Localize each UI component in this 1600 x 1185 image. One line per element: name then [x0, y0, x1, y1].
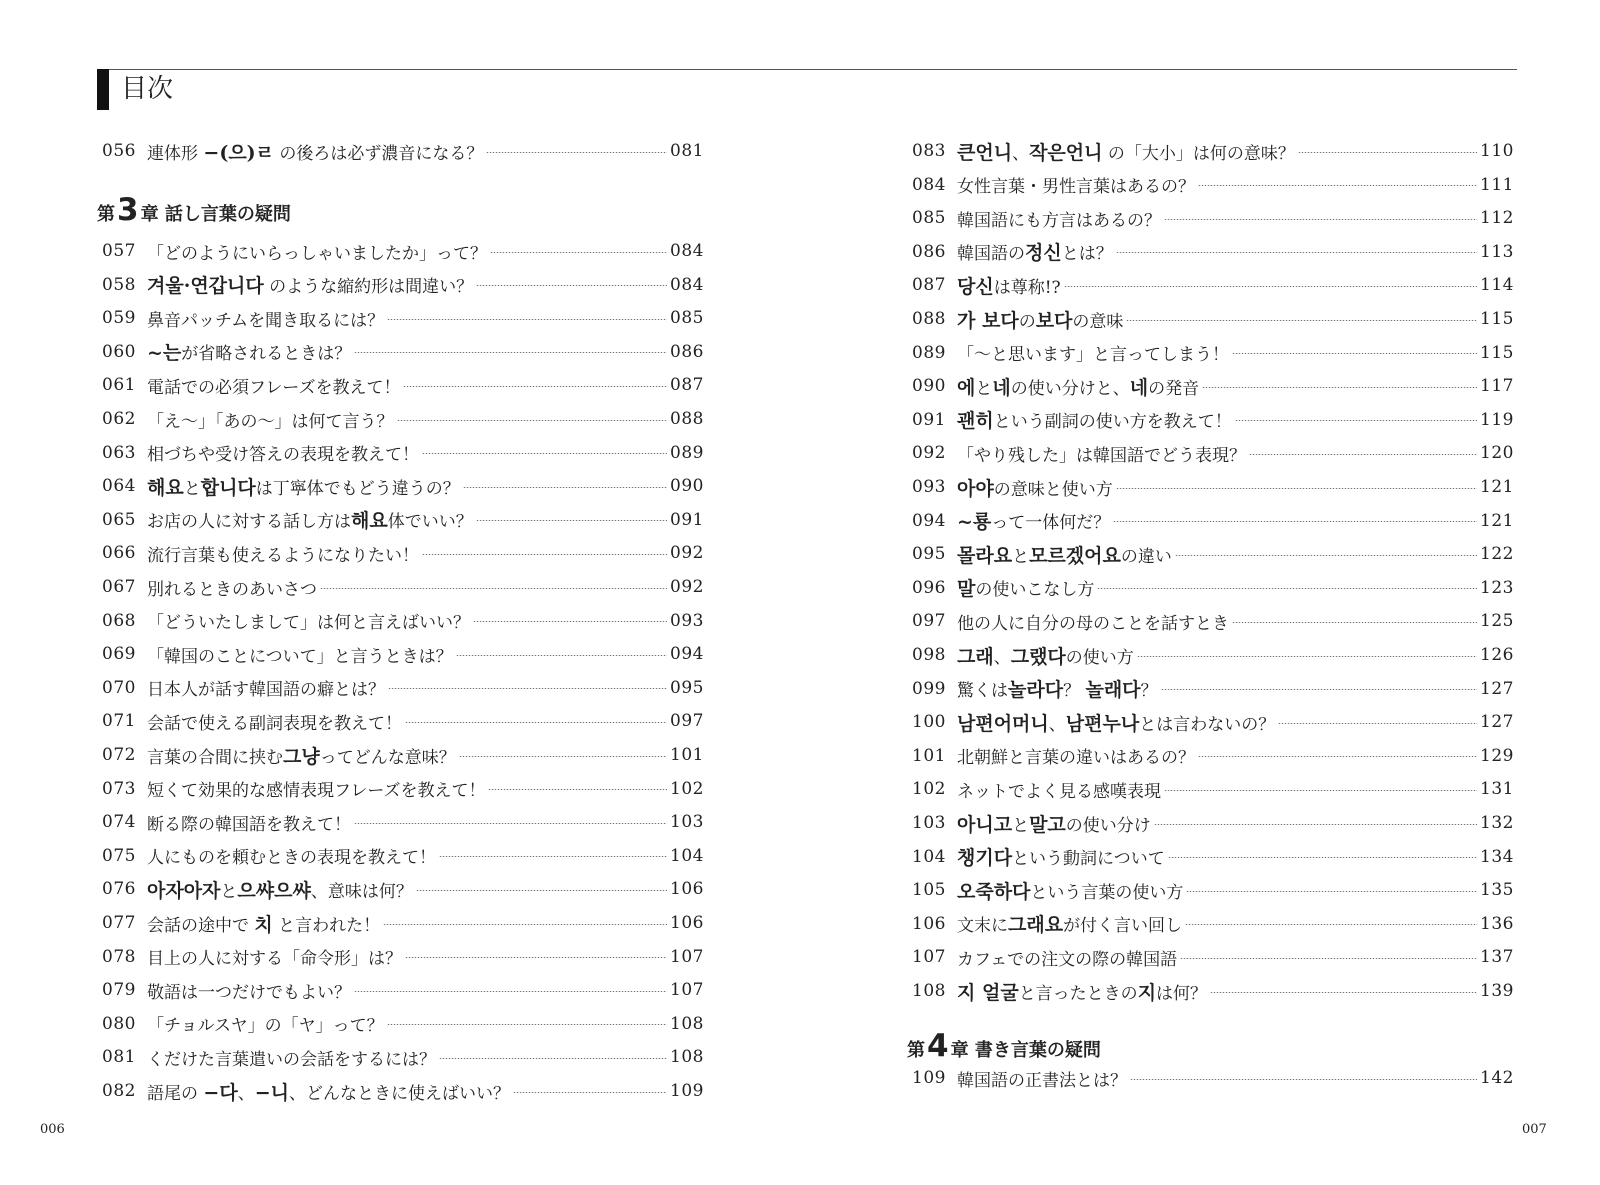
entry-number: 056	[102, 141, 136, 161]
chapter-title: 章 話し言葉の疑問	[140, 204, 291, 225]
toc-entry[interactable]	[102, 370, 704, 400]
entry-number: 078	[102, 946, 136, 967]
toc-entry[interactable]	[912, 237, 1514, 267]
toc-entry[interactable]	[102, 606, 704, 636]
dot-leader	[1161, 689, 1478, 690]
dot-leader	[397, 420, 668, 421]
dot-leader	[320, 588, 667, 589]
entry-number: 102	[912, 779, 946, 800]
entry-number: 072	[102, 745, 136, 765]
entry-number: 093	[912, 477, 946, 497]
entry-page-number: 125	[1480, 611, 1514, 632]
entry-page-number: 095	[670, 677, 704, 698]
entry-page-number: 131	[1480, 779, 1514, 800]
entry-number: 109	[912, 1068, 946, 1088]
entry-title: 챙기다という動詞について	[957, 847, 1165, 870]
entry-page-number: 108	[670, 1047, 704, 1068]
entry-title: 日本人が話す韓国語の癖とは？	[147, 680, 385, 701]
toc-entry[interactable]	[912, 338, 1514, 368]
dot-leader	[1113, 521, 1477, 522]
entry-title: 相づちや受け答えの表現を教えて！	[147, 445, 419, 466]
entry-number: 076	[102, 879, 136, 900]
entry-title: 言葉の合間に挟む그냥ってどんな意味？	[147, 745, 456, 768]
toc-entry[interactable]	[912, 170, 1514, 200]
chapter-title: 章 書き言葉の疑問	[950, 1040, 1101, 1061]
entry-number: 098	[912, 645, 946, 665]
entry-page-number: 115	[1480, 342, 1514, 363]
toc-entry[interactable]	[912, 606, 1514, 636]
toc-entry[interactable]	[912, 136, 1514, 166]
toc-entry[interactable]	[102, 942, 704, 972]
entry-number: 088	[912, 309, 946, 329]
dot-leader	[1235, 420, 1477, 421]
toc-entry[interactable]	[102, 572, 704, 602]
entry-title: 몰라요と모르겠어요の違い	[957, 544, 1172, 567]
dot-leader	[473, 621, 667, 622]
chapter-4-heading	[907, 1028, 1101, 1064]
entry-number: 107	[912, 947, 946, 968]
toc-entry[interactable]	[102, 673, 704, 703]
entry-number: 057	[102, 241, 136, 261]
entry-page-number: 126	[1480, 645, 1514, 665]
entry-page-number: 120	[1480, 443, 1514, 464]
dot-leader	[1232, 622, 1477, 623]
entry-number: 063	[102, 442, 136, 463]
entry-title: 韓国語の正書法とは？	[957, 1070, 1127, 1091]
dot-leader	[439, 1058, 667, 1059]
entry-title: 당신は尊称!?	[957, 275, 1061, 298]
entry-title: 語尾の −다、−니、どんなときに使えばいい？	[147, 1081, 510, 1104]
chapter-prefix: 第	[907, 1040, 925, 1061]
dot-leader	[1175, 555, 1477, 556]
entry-title: 目上の人に対する「命令形」は？	[147, 949, 402, 970]
entry-number: 071	[102, 711, 136, 732]
toc-entry[interactable]	[912, 741, 1514, 771]
toc-entry[interactable]	[102, 706, 704, 736]
entry-page-number: 106	[670, 879, 704, 900]
entry-page-number: 089	[670, 442, 704, 463]
dot-leader	[476, 285, 667, 286]
dot-leader	[1164, 790, 1477, 791]
dot-leader	[1198, 185, 1477, 186]
dot-leader	[1097, 588, 1477, 589]
toc-entry[interactable]	[912, 909, 1514, 939]
entry-page-number: 088	[670, 409, 704, 429]
dot-leader	[422, 554, 667, 555]
dot-leader	[486, 152, 667, 153]
toc-entry[interactable]	[102, 236, 704, 266]
entry-number: 091	[912, 409, 946, 430]
entry-title: 会話で使える副詞表現を教えて！	[147, 713, 402, 734]
entry-page-number: 114	[1480, 275, 1514, 296]
entry-number: 103	[912, 813, 946, 833]
entry-number: 068	[102, 610, 136, 631]
dot-leader	[383, 924, 667, 925]
entry-page-number: 122	[1480, 544, 1514, 565]
dot-leader	[1202, 387, 1477, 388]
entry-page-number: 134	[1480, 846, 1514, 867]
toc-entry[interactable]	[102, 136, 704, 166]
entry-title: 그래、그랬다の使い方	[957, 645, 1134, 668]
entry-number: 106	[912, 913, 946, 934]
chapter-number: 4	[927, 1028, 949, 1064]
entry-title: くだけた言葉遣いの会話をするには？	[147, 1049, 436, 1070]
entry-page-number: 086	[670, 341, 704, 362]
entry-title: 文末に그래요が付く言い回し	[957, 914, 1183, 937]
entry-page-number: 112	[1480, 208, 1514, 229]
entry-page-number: 139	[1480, 981, 1514, 1001]
entry-number: 081	[102, 1047, 136, 1068]
toc-entry[interactable]	[912, 405, 1514, 435]
dot-leader	[387, 1024, 667, 1025]
entry-title: ネットでよく見る感嘆表現	[957, 781, 1161, 802]
dot-leader	[1278, 723, 1477, 724]
dot-leader	[354, 823, 667, 824]
entry-title: 말の使いこなし方	[957, 578, 1095, 601]
entry-number: 079	[102, 980, 136, 1001]
toc-entry[interactable]	[912, 270, 1514, 300]
toc-entry[interactable]	[912, 875, 1514, 905]
entry-title: 敬語は一つだけでもよい？	[147, 982, 351, 1003]
entry-page-number: 115	[1480, 309, 1514, 329]
toc-entry[interactable]	[912, 808, 1514, 838]
entry-title: 短くて効果的な感情表現フレーズを教えて！	[147, 781, 486, 802]
toc-entry[interactable]	[102, 538, 704, 568]
dot-leader	[439, 856, 667, 857]
entry-number: 094	[912, 510, 946, 531]
toc-entry[interactable]	[912, 942, 1514, 972]
entry-page-number: 121	[1480, 510, 1514, 531]
entry-title: 남편어머니、남편누나とは言わないの？	[957, 712, 1276, 735]
dot-leader	[1164, 219, 1477, 220]
entry-number: 097	[912, 611, 946, 632]
dot-leader	[1130, 1079, 1477, 1080]
folio-right: 007	[1522, 1122, 1547, 1137]
toc-entry[interactable]	[912, 1063, 1514, 1093]
toc-entry[interactable]	[912, 506, 1514, 536]
entry-title: 「え～」「あの～」は何て言う？	[147, 411, 394, 432]
entry-title: 別れるときのあいさつ	[147, 579, 317, 600]
entry-number: 104	[912, 846, 946, 867]
entry-page-number: 104	[670, 845, 704, 866]
toc-entry[interactable]	[102, 404, 704, 434]
entry-page-number: 132	[1480, 813, 1514, 833]
toc-entry[interactable]	[102, 303, 704, 333]
toc-entry[interactable]	[102, 471, 704, 501]
chapter-3-heading	[97, 192, 291, 228]
entry-title: 오죽하다という言葉の使い方	[957, 880, 1184, 903]
dot-leader	[1168, 857, 1477, 858]
toc-entry[interactable]	[102, 740, 704, 770]
entry-number: 069	[102, 644, 136, 665]
entry-title: 連体形 −(으)ㄹ の後ろは必ず濃音になる？	[147, 141, 484, 164]
entry-page-number: 108	[670, 1013, 704, 1034]
entry-page-number: 102	[670, 778, 704, 799]
dot-leader	[422, 453, 667, 454]
entry-title: 鼻音パッチムを聞き取るには？	[147, 310, 385, 331]
dot-leader	[1249, 454, 1477, 455]
entry-title: 해요と합니다は丁寧体でもどう違うの？	[147, 476, 460, 499]
dot-leader	[354, 352, 667, 353]
entry-page-number: 127	[1480, 712, 1514, 733]
chapter-prefix: 第	[97, 204, 115, 225]
entry-title: ~는が省略されるときは？	[147, 342, 352, 365]
toc-entry[interactable]	[102, 438, 704, 468]
toc-entry[interactable]	[912, 707, 1514, 737]
toc-entry[interactable]	[102, 841, 704, 871]
folio-left: 006	[40, 1122, 65, 1137]
dot-leader	[403, 386, 667, 387]
entry-number: 089	[912, 342, 946, 363]
toc-entry[interactable]	[912, 573, 1514, 603]
entry-number: 058	[102, 274, 136, 295]
entry-page-number: 087	[670, 375, 704, 396]
dot-leader	[1064, 286, 1477, 287]
dot-leader	[1298, 152, 1477, 153]
entry-number: 062	[102, 409, 136, 429]
entry-number: 105	[912, 880, 946, 901]
entry-title: 「どのようにいらっしゃいましたか」って？	[147, 243, 487, 264]
entry-number: 067	[102, 577, 136, 597]
entry-page-number: 106	[670, 913, 704, 933]
entry-title: 女性言葉・男性言葉はあるの？	[957, 177, 1195, 198]
entry-number: 087	[912, 275, 946, 296]
entry-page-number: 111	[1480, 174, 1514, 195]
entry-title: 「韓国のことについて」と言うときは？	[147, 646, 453, 667]
dot-leader	[1198, 756, 1477, 757]
entry-number: 066	[102, 543, 136, 564]
entry-page-number: 135	[1480, 880, 1514, 901]
dot-leader	[1116, 252, 1477, 253]
entry-number: 084	[912, 174, 946, 195]
entry-title: 韓国語の정신とは？	[957, 242, 1113, 265]
entry-page-number: 090	[670, 476, 704, 497]
entry-number: 059	[102, 308, 136, 329]
entry-title: 「～と思います」と言ってしまう！	[957, 345, 1229, 366]
entry-number: 070	[102, 677, 136, 698]
entry-title: 아니고と말고の使い分け	[957, 813, 1151, 836]
toc-entry[interactable]	[102, 270, 704, 300]
entry-page-number: 113	[1480, 241, 1514, 262]
dot-leader	[490, 252, 667, 253]
entry-title: 아자아자と으쌰으쌰、意味は何？	[147, 879, 413, 902]
dot-leader	[1116, 488, 1477, 489]
entry-page-number: 101	[670, 745, 704, 765]
toc-entry[interactable]	[102, 874, 704, 904]
toc-entry[interactable]	[912, 472, 1514, 502]
toc-entry[interactable]	[102, 337, 704, 367]
entry-page-number: 129	[1480, 745, 1514, 766]
entry-title: 韓国語にも方言はあるの？	[957, 210, 1161, 231]
entry-page-number: 081	[670, 141, 704, 161]
entry-title: 会話の途中で 치 と言われた！	[147, 913, 381, 936]
toc-entry[interactable]	[912, 203, 1514, 233]
entry-number: 095	[912, 544, 946, 565]
toc-entry[interactable]	[912, 674, 1514, 704]
entry-title: 에と네の使い分けと、네の発音	[957, 376, 1200, 399]
toc-entry[interactable]	[102, 975, 704, 1005]
entry-title: 北朝鮮と言葉の違いはあるの？	[957, 748, 1195, 769]
dot-leader	[1126, 320, 1477, 321]
entry-page-number: 107	[670, 980, 704, 1001]
entry-page-number: 121	[1480, 477, 1514, 497]
entry-page-number: 110	[1480, 141, 1514, 161]
entry-page-number: 084	[670, 241, 704, 261]
toc-entry[interactable]	[912, 539, 1514, 569]
toc-entry[interactable]	[102, 1042, 704, 1072]
dot-leader	[387, 319, 667, 320]
toc-entry[interactable]	[912, 438, 1514, 468]
entry-number: 108	[912, 981, 946, 1001]
entry-number: 083	[912, 141, 946, 161]
top-rule	[97, 69, 1517, 70]
entry-number: 099	[912, 678, 946, 699]
toc-entry[interactable]	[912, 371, 1514, 401]
toc-entry[interactable]	[912, 304, 1514, 334]
entry-title: 流行言葉も使えるようになりたい！	[147, 545, 419, 566]
entry-page-number: 092	[670, 543, 704, 564]
entry-page-number: 092	[670, 577, 704, 597]
title-bar-accent	[97, 69, 109, 110]
entry-page-number: 097	[670, 711, 704, 732]
entry-number: 082	[102, 1081, 136, 1101]
entry-title: 괜히という副詞の使い方を教えて！	[957, 410, 1232, 433]
dot-leader	[1232, 353, 1477, 354]
entry-title: お店の人に対する話し方は해요体でいい？	[147, 510, 473, 533]
dot-leader	[488, 789, 667, 790]
entry-page-number: 094	[670, 644, 704, 665]
toc-entry[interactable]	[912, 842, 1514, 872]
toc-entry[interactable]	[102, 639, 704, 669]
dot-leader	[1210, 992, 1477, 993]
dot-leader	[1180, 958, 1477, 959]
entry-number: 061	[102, 375, 136, 396]
entry-number: 074	[102, 812, 136, 833]
entry-number: 101	[912, 745, 946, 766]
dot-leader	[1186, 891, 1477, 892]
entry-number: 086	[912, 241, 946, 262]
entry-number: 080	[102, 1013, 136, 1034]
dot-leader	[1137, 656, 1477, 657]
toc-entry[interactable]	[912, 640, 1514, 670]
dot-leader	[416, 890, 667, 891]
entry-number: 060	[102, 341, 136, 362]
toc-entry[interactable]	[102, 908, 704, 938]
page-title: 目次	[121, 74, 174, 104]
entry-number: 075	[102, 845, 136, 866]
entry-title: 「チョルスヤ」の「ヤ」って？	[147, 1016, 384, 1037]
dot-leader	[388, 688, 667, 689]
entry-page-number: 117	[1480, 376, 1514, 397]
dot-leader	[354, 991, 667, 992]
entry-title: ~룡って一体何だ？	[957, 511, 1111, 534]
dot-leader	[405, 722, 667, 723]
entry-number: 085	[912, 208, 946, 229]
entry-title: カフェでの注文の際の韓国語	[957, 949, 1178, 970]
entry-number: 065	[102, 509, 136, 530]
entry-page-number: 109	[670, 1081, 704, 1101]
toc-entry[interactable]	[102, 807, 704, 837]
entry-title: 電話での必須フレーズを教えて！	[147, 377, 401, 398]
dot-leader	[1185, 924, 1477, 925]
entry-page-number: 137	[1480, 947, 1514, 968]
entry-number: 077	[102, 913, 136, 933]
toc-entry[interactable]	[912, 976, 1514, 1006]
entry-title: 「やり残した」は韓国語でどう表現？	[957, 445, 1246, 466]
entry-title: 驚くは놀라다？ 놀래다？	[957, 679, 1158, 702]
toc-entry[interactable]	[912, 774, 1514, 804]
entry-number: 100	[912, 712, 946, 733]
entry-number: 073	[102, 778, 136, 799]
dot-leader	[1154, 824, 1477, 825]
dot-leader	[456, 655, 667, 656]
entry-title: 人にものを頼むときの表現を教えて！	[147, 848, 436, 869]
entry-number: 064	[102, 476, 136, 497]
entry-page-number: 091	[670, 509, 704, 530]
toc-entry[interactable]	[102, 1076, 704, 1106]
dot-leader	[513, 1092, 667, 1093]
entry-page-number: 123	[1480, 577, 1514, 598]
toc-entry[interactable]	[102, 774, 704, 804]
entry-title: 큰언니、작은언니 の「大小」は何の意味？	[957, 141, 1295, 164]
toc-entry[interactable]	[102, 1009, 704, 1039]
entry-page-number: 103	[670, 812, 704, 833]
dot-leader	[463, 487, 667, 488]
entry-title: 断る際の韓国語を教えて！	[147, 814, 351, 835]
entry-page-number: 093	[670, 610, 704, 631]
entry-number: 096	[912, 577, 946, 598]
entry-page-number: 127	[1480, 678, 1514, 699]
entry-title: 겨울·연갑니다 のような縮約形は間違い？	[147, 275, 474, 298]
entry-number: 092	[912, 443, 946, 464]
entry-title: 지 얼굴と言ったときの지は何？	[957, 981, 1208, 1004]
chapter-number: 3	[117, 192, 139, 228]
entry-title: 아야の意味と使い方	[957, 477, 1113, 500]
entry-number: 090	[912, 376, 946, 397]
entry-page-number: 136	[1480, 913, 1514, 934]
entry-page-number: 142	[1480, 1068, 1514, 1088]
dot-leader	[405, 957, 667, 958]
entry-page-number: 085	[670, 308, 704, 329]
dot-leader	[459, 756, 667, 757]
entry-title: 가 보다の보다の意味	[957, 309, 1124, 332]
entry-title: 「どういたしまして」は何と言えばいい？	[147, 613, 470, 634]
dot-leader	[476, 520, 667, 521]
entry-page-number: 107	[670, 946, 704, 967]
entry-title: 他の人に自分の母のことを話すとき	[957, 613, 1229, 634]
entry-page-number: 084	[670, 274, 704, 295]
entry-page-number: 119	[1480, 409, 1514, 430]
toc-entry[interactable]	[102, 505, 704, 535]
